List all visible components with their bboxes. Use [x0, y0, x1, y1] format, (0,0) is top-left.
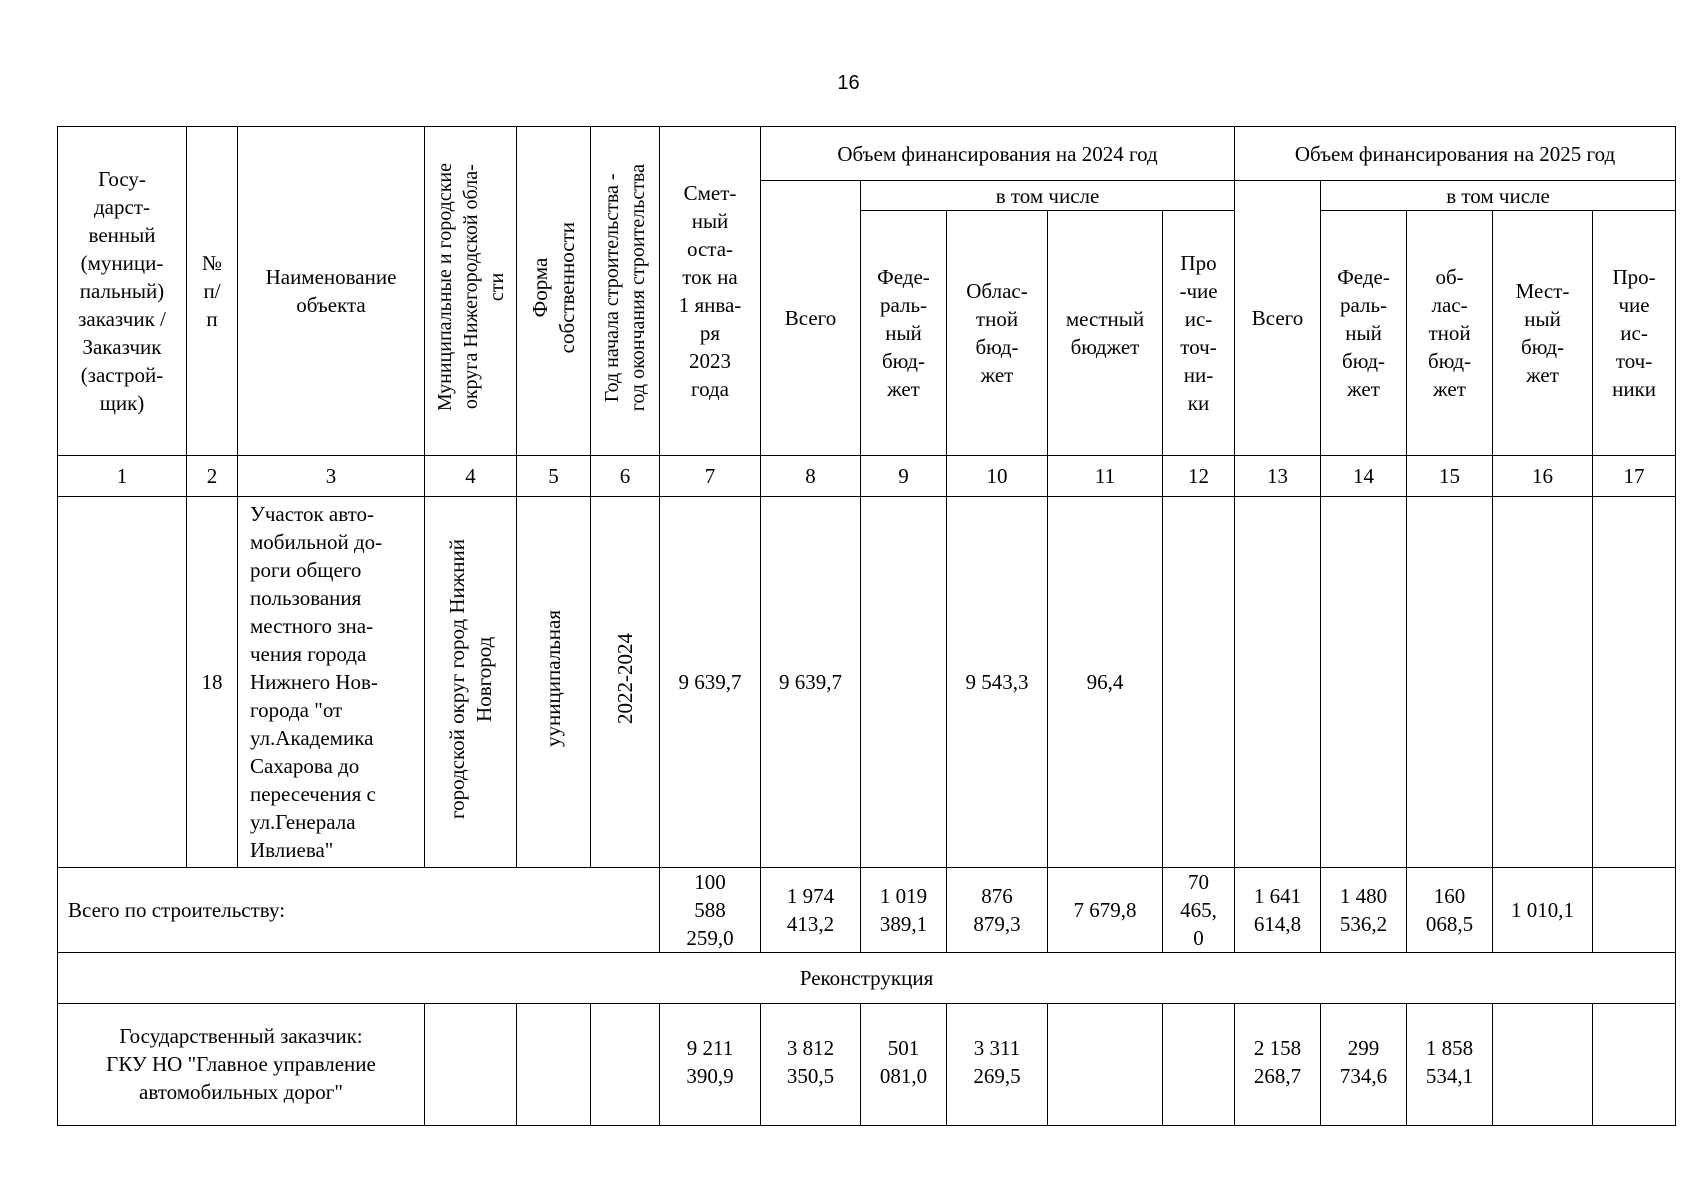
total-row: [58, 868, 1676, 953]
page-number: 16: [837, 72, 860, 94]
section-title: Реконструкция: [58, 953, 1676, 1004]
header-district-cell: [425, 127, 517, 456]
district-text: городской округ город Нижний Новгород: [444, 538, 496, 819]
total-label: Всего по строительству:: [58, 868, 660, 953]
header-row-1: [58, 127, 1676, 181]
customer-years: [591, 1004, 660, 1126]
header-local-2025: Мест- ный бюд- жет: [1493, 211, 1593, 456]
customer-federal-2025: 299 734,6: [1321, 1004, 1407, 1126]
customer-regional-2024: 3 311 269,5: [947, 1004, 1048, 1126]
total-regional-2024: 876 879,3: [947, 868, 1048, 953]
cell-local-2025: [1493, 497, 1593, 868]
header-including-2025: в том числе: [1321, 181, 1676, 211]
header-years: Год начала строительства - год окончания строительства: [601, 163, 649, 412]
cell-object-name: Участок авто- мобильной до- роги общего пользования местного зна- чения города Нижнего Нов- города "от ул.Академика Сахарова до пересечения с ул.Генерала Ивлиева": [238, 497, 425, 868]
total-other-2025: [1593, 868, 1676, 953]
customer-other-2025: [1593, 1004, 1676, 1126]
section-row: [58, 953, 1676, 1004]
header-federal-2024: Феде- раль- ный бюд- жет: [861, 211, 947, 456]
colnum: 3: [238, 456, 425, 497]
header-total-2024: Всего: [761, 181, 861, 456]
header-group-2024: Объем финансирования на 2024 год: [761, 127, 1235, 181]
header-including-2024: в том числе: [861, 181, 1235, 211]
customer-other-2024: [1163, 1004, 1235, 1126]
cell-other-2024: [1163, 497, 1235, 868]
colnum: 5: [517, 456, 591, 497]
total-federal-2025: 1 480 536,2: [1321, 868, 1407, 953]
header-other-2024: Про -чие ис- точ- ни- ки: [1163, 211, 1235, 456]
colnum: 7: [660, 456, 761, 497]
cell-district: [425, 497, 517, 868]
cell-local-2024: 96,4: [1048, 497, 1163, 868]
customer-federal-2024: 501 081,0: [861, 1004, 947, 1126]
total-local-2024: 7 679,8: [1048, 868, 1163, 953]
header-estimate: Смет- ный оста- ток на 1 янва- ря 2023 года: [660, 127, 761, 456]
header-customer: Госу- дарст- венный (муници- пальный) заказчик / Заказчик (застрой- щик): [58, 127, 187, 456]
cell-ownership: [517, 497, 591, 868]
colnum: 4: [425, 456, 517, 497]
years-text: 2022-2024: [612, 633, 637, 724]
colnum: 14: [1321, 456, 1407, 497]
header-ownership-cell: [517, 127, 591, 456]
cell-regional-2024: 9 543,3: [947, 497, 1048, 868]
column-numbers-row: [58, 456, 1676, 497]
cell-total-2024: 9 639,7: [761, 497, 861, 868]
total-total-2025: 1 641 614,8: [1235, 868, 1321, 953]
header-years-cell: [591, 127, 660, 456]
total-total-2024: 1 974 413,2: [761, 868, 861, 953]
financing-table: [57, 126, 1676, 1126]
header-total-2025: Всего: [1235, 181, 1321, 456]
total-local-2025: 1 010,1: [1493, 868, 1593, 953]
total-estimate: 100 588 259,0: [660, 868, 761, 953]
cell-estimate: 9 639,7: [660, 497, 761, 868]
colnum: 17: [1593, 456, 1676, 497]
colnum: 9: [861, 456, 947, 497]
colnum: 11: [1048, 456, 1163, 497]
header-object-name: Наименование объекта: [238, 127, 425, 456]
ownership-text: ууниципальная: [541, 610, 565, 747]
cell-years: [591, 497, 660, 868]
header-regional-2024: Облас- тной бюд- жет: [947, 211, 1048, 456]
colnum: 8: [761, 456, 861, 497]
cell-number: 18: [187, 497, 238, 868]
header-local-2024: местный бюджет: [1048, 211, 1163, 456]
cell-regional-2025: [1407, 497, 1493, 868]
colnum: 10: [947, 456, 1048, 497]
colnum: 1: [58, 456, 187, 497]
customer-total-2025: 2 158 268,7: [1235, 1004, 1321, 1126]
customer-estimate: 9 211 390,9: [660, 1004, 761, 1126]
colnum: 16: [1493, 456, 1593, 497]
header-group-2025: Объем финансирования на 2025 год: [1235, 127, 1676, 181]
total-federal-2024: 1 019 389,1: [861, 868, 947, 953]
customer-district: [425, 1004, 517, 1126]
customer-local-2024: [1048, 1004, 1163, 1126]
header-number: № п/ п: [187, 127, 238, 456]
header-federal-2025: Феде- раль- ный бюд- жет: [1321, 211, 1407, 456]
cell-customer: [58, 497, 187, 868]
header-regional-2025: об- лас- тной бюд- жет: [1407, 211, 1493, 456]
customer-local-2025: [1493, 1004, 1593, 1126]
customer-ownership: [517, 1004, 591, 1126]
header-other-2025: Про- чие ис- точ- ники: [1593, 211, 1676, 456]
total-other-2024: 70 465, 0: [1163, 868, 1235, 953]
customer-label: Государственный заказчик: ГКУ НО "Главное управление автомобильных дорог": [58, 1004, 425, 1126]
colnum: 12: [1163, 456, 1235, 497]
colnum: 15: [1407, 456, 1493, 497]
cell-federal-2024: [861, 497, 947, 868]
customer-row: [58, 1004, 1676, 1126]
header-ownership: Форма собственности: [527, 221, 579, 354]
cell-total-2025: [1235, 497, 1321, 868]
colnum: 2: [187, 456, 238, 497]
customer-total-2024: 3 812 350,5: [761, 1004, 861, 1126]
object-row: [58, 497, 1676, 868]
cell-other-2025: [1593, 497, 1676, 868]
colnum: 6: [591, 456, 660, 497]
colnum: 13: [1235, 456, 1321, 497]
header-district: Муниципальные и городские округа Нижегородской обла- сти: [433, 163, 508, 412]
total-regional-2025: 160 068,5: [1407, 868, 1493, 953]
customer-regional-2025: 1 858 534,1: [1407, 1004, 1493, 1126]
cell-federal-2025: [1321, 497, 1407, 868]
